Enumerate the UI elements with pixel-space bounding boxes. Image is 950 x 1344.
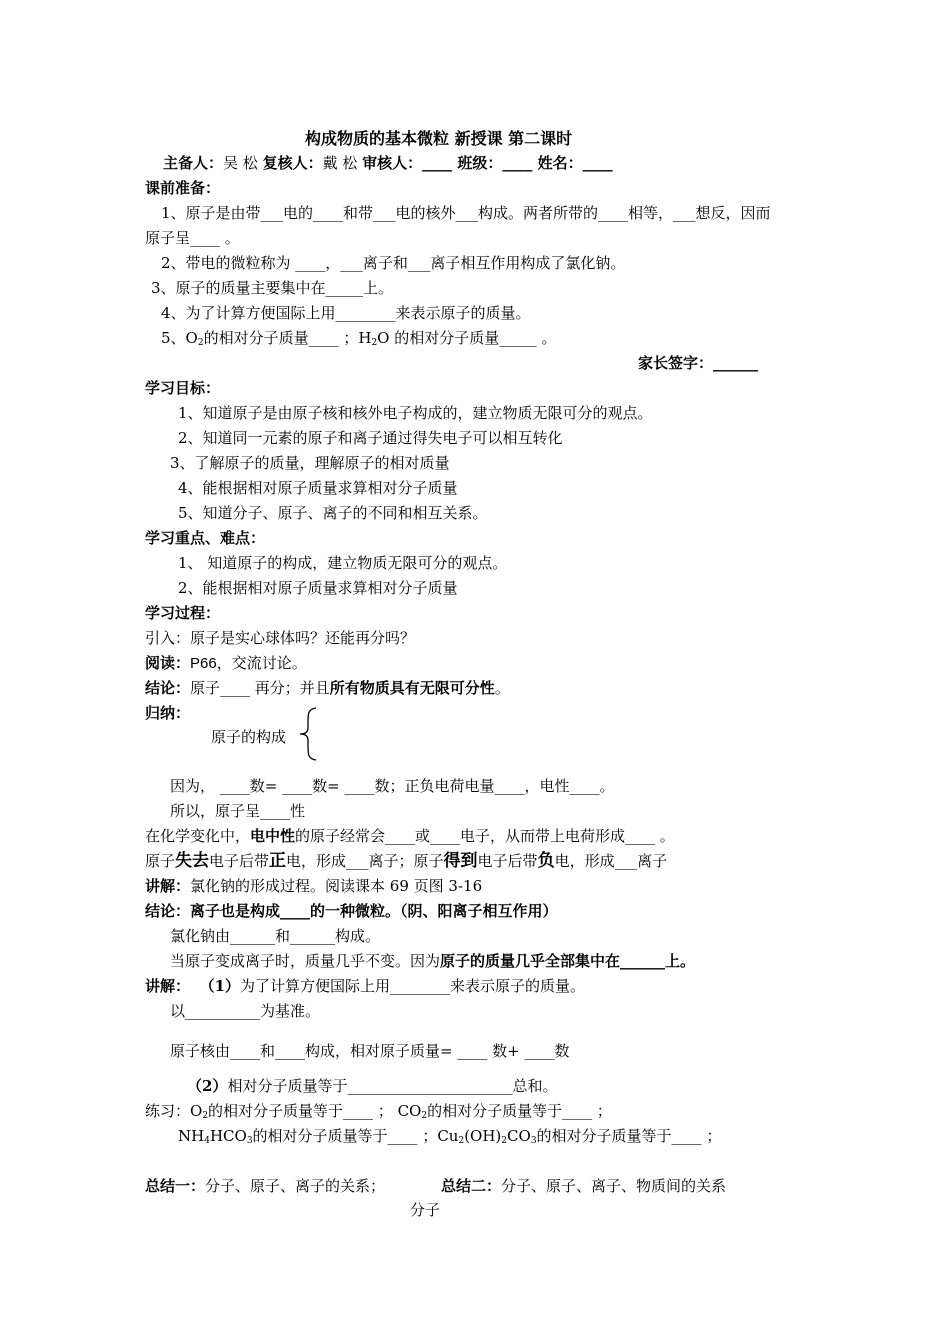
exercise-line-2: $NH_4HCO_3$的相对分子质量等于____ ；$Cu_2(OH)_2CO_3$的相对分子质量等于____ ； [178,1127,722,1146]
meta-line [163,153,613,173]
explain-2-line: 讲解： （1）为了计算方便国际上用________来表示原子的质量。 [145,977,586,995]
parent-signature: 家长签字：______ [638,354,759,372]
goal-item: 3、了解原子的质量，理解原子的相对质量 [170,454,450,472]
explain-line: 讲解：氯化钠的形成过程。阅读课本 69 页图 3-16 [145,877,483,895]
conclusion-line: 结论：原子____ 再分；并且所有物质具有无限可分性。 [145,679,510,697]
atom-structure-label: 原子的构成 [211,728,287,746]
because-line: 因为， ____数= ____数= ____数；正负电荷电量____，电性____。 [170,777,615,795]
audit-class-name: 审核人：____ 班级：____ 姓名：____ [362,154,613,172]
so-line: 所以，原子呈____性 [170,802,306,820]
brace-icon [296,706,320,762]
molecular-mass-line: （2）相对分子质量等于______________________总和。 [187,1077,558,1095]
prep-label: 主备人： [163,154,224,172]
chem-change-line: 在化学变化中，电中性的原子经常会____或____电子，从而带上电荷形成____ 。 [145,827,675,845]
process-heading: 学习过程： [145,604,221,622]
review-label: 复核人： [262,154,323,172]
summary-2: 总结二：分子、原子、离子、物质间的关系 [441,1177,727,1195]
goal-item: 4、能根据相对原子质量求算相对分子质量 [178,479,458,497]
goal-item: 1、知道原子是由原子核和核外电子构成的，建立物质无限可分的观点。 [178,404,653,422]
focus-item: 2、能根据相对原子质量求算相对分子质量 [178,579,458,597]
read-line: 阅读：P66，交流讨论。 [145,654,307,672]
preview-question-1-cont: 原子呈____ 。 [145,229,240,247]
focus-item: 1、 知道原子的构成，建立物质无限可分的观点。 [178,554,508,572]
nucleus-line: 原子核由____和____构成，相对原子质量= ____ 数+ ____数 [170,1042,570,1060]
conclusion-2-line: 结论：离子也是构成____的一种微粒。（阴、阳离子相互作用） [145,902,558,920]
exercise-line-1: 练习：$O_2$的相对分子质量等于____ ； $CO_2$的相对分子质量等于____ ； [145,1102,612,1121]
basis-line: 以__________为基准。 [170,1002,321,1020]
mass-line: 当原子变成离子时，质量几乎不变。因为原子的质量几乎全部集中在______上。 [170,952,696,970]
review-name: 戴 松 [322,154,358,172]
goal-item: 5、知道分子、原子、离子的不同和相互关系。 [178,504,488,522]
goal-item: 2、知道同一元素的原子和离子通过得失电子可以相互转化 [178,429,563,447]
page-title: 构成物质的基本微粒 新授课 第二课时 [305,129,573,148]
molecule-label: 分子 [410,1201,441,1219]
preview-question-4: 4、为了计算方便国际上用________来表示原子的质量。 [161,304,531,322]
preview-question-5: 5、$O_2$的相对分子质量____ ；$H_2O$ 的相对分子质量_____ 。 [161,329,557,348]
goals-heading: 学习目标： [145,379,221,397]
induction-label: 归纳： [145,704,191,722]
summary-1: 总结一：分子、原子、离子的关系； [145,1177,386,1195]
ion-formation-line: 原子失去电子后带正电，形成___离子；原子得到电子后带负电，形成___离子 [145,851,668,871]
prep-name: 吴 松 [223,154,258,172]
nacl-line: 氯化钠由______和______构成。 [170,927,381,945]
preview-question-1: 1、原子是由带___电的____和带___电的核外___构成。两者所带的____相等，___想反，因而 [161,204,771,222]
focus-heading: 学习重点、难点： [145,529,266,547]
intro-line: 引入：原子是实心球体吗？还能再分吗？ [145,629,416,647]
preview-heading: 课前准备： [145,179,221,197]
preview-question-2: 2、带电的微粒称为 ____，___离子和___离子相互作用构成了氯化钠。 [161,254,626,272]
preview-question-3: 3、原子的质量主要集中在_____上。 [151,279,394,297]
